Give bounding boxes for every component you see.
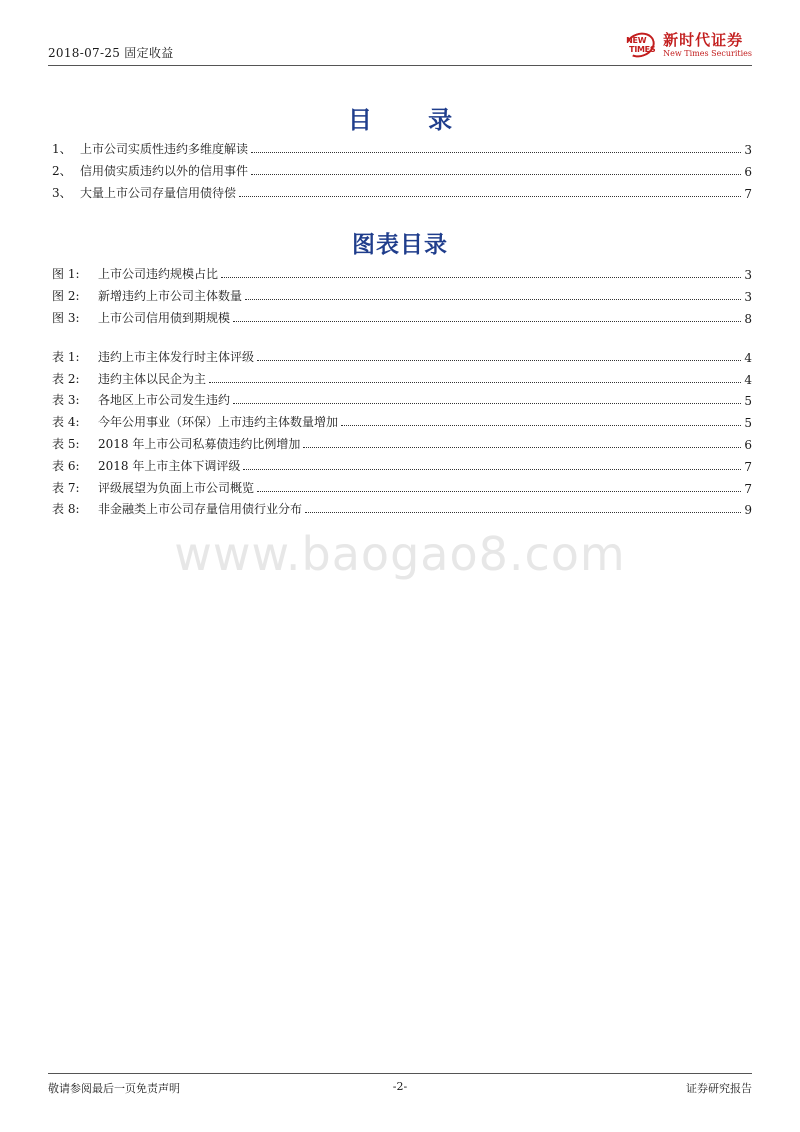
leader-dots — [239, 196, 741, 197]
leader-dots — [251, 152, 741, 153]
figure-entry-number: 图 3: — [52, 311, 80, 325]
table-entry-label: 2018 年上市主体下调评级 — [98, 459, 241, 473]
leader-dots — [251, 174, 741, 175]
leader-dots — [341, 425, 741, 426]
leader-dots — [233, 321, 741, 322]
toc-entry-label: 上市公司实质性违约多维度解读 — [80, 142, 249, 156]
table-entry-label: 各地区上市公司发生违约 — [98, 393, 231, 407]
figure-entry[interactable] — [52, 306, 752, 326]
figure-entry-page: 8 — [744, 312, 752, 326]
logo-name-en: New Times Securities — [663, 49, 752, 58]
figure-entry-page: 3 — [744, 290, 752, 304]
table-entry[interactable] — [52, 476, 752, 496]
footer-disclaimer: 敬请参阅最后一页免责声明 — [48, 1082, 180, 1095]
figure-entry-number: 图 2: — [52, 289, 80, 303]
table-entry[interactable] — [52, 454, 752, 474]
page-header — [48, 30, 752, 66]
table-entry[interactable] — [52, 345, 752, 365]
toc-entry-number: 3、 — [52, 186, 72, 200]
figure-entry-page: 3 — [744, 268, 752, 282]
table-entry-label: 今年公用事业（环保）上市违约主体数量增加 — [98, 415, 339, 429]
toc-entry[interactable] — [52, 137, 752, 157]
table-entry-label: 违约主体以民企为主 — [98, 372, 207, 386]
page-footer — [48, 1073, 752, 1097]
figure-entry-label: 上市公司信用债到期规模 — [98, 311, 231, 325]
table-entry-page: 4 — [744, 373, 752, 387]
table-entry-label: 评级展望为负面上市公司概览 — [98, 481, 255, 495]
table-entry-number: 表 6: — [52, 459, 80, 473]
table-entry-page: 7 — [744, 460, 752, 474]
toc-entry-label: 大量上市公司存量信用债待偿 — [80, 186, 237, 200]
toc-entry-number: 2、 — [52, 164, 72, 178]
table-entry-number: 表 3: — [52, 393, 80, 407]
leader-dots — [305, 512, 741, 513]
footer-report-type: 证券研究报告 — [686, 1082, 752, 1095]
table-entry-number: 表 2: — [52, 372, 80, 386]
toc-entry[interactable] — [52, 159, 752, 179]
leader-dots — [233, 403, 741, 404]
table-entry-label: 2018 年上市公司私募债违约比例增加 — [98, 437, 301, 451]
figure-entry-number: 图 1: — [52, 267, 80, 281]
toc-entry-number: 1、 — [52, 142, 72, 156]
table-entry-page: 4 — [744, 351, 752, 365]
table-entry-number: 表 1: — [52, 350, 80, 364]
table-entry-page: 9 — [744, 503, 752, 517]
leader-dots — [257, 491, 741, 492]
table-entry-number: 表 7: — [52, 481, 80, 495]
toc-entry-label: 信用债实质违约以外的信用事件 — [80, 164, 249, 178]
company-logo — [623, 30, 752, 60]
table-entry-label: 非金融类上市公司存量信用债行业分布 — [98, 502, 303, 516]
toc-entry[interactable] — [52, 181, 752, 201]
toc-title: 目 录 — [347, 106, 477, 134]
logo-swoosh-icon — [623, 30, 659, 60]
table-entry[interactable] — [52, 497, 752, 517]
table-entry-page: 7 — [744, 482, 752, 496]
figure-entry-label: 新增违约上市公司主体数量 — [98, 289, 243, 303]
logo-name-cn: 新时代证券 — [663, 31, 744, 49]
leader-dots — [303, 447, 741, 448]
leader-dots — [209, 382, 741, 383]
footer-page-number: -2- — [392, 1080, 408, 1093]
leader-dots — [243, 469, 741, 470]
table-entry-label: 违约上市主体发行时主体评级 — [98, 350, 255, 364]
logo-mark-bottom: TIMES — [629, 45, 656, 54]
watermark: www.baogao8.com — [174, 527, 626, 581]
table-entry[interactable] — [52, 410, 752, 430]
toc-entry-page: 6 — [744, 165, 752, 179]
table-entry-page: 6 — [744, 438, 752, 452]
figure-entry[interactable] — [52, 284, 752, 304]
figure-toc-title: 图表目录 — [352, 232, 448, 258]
table-entry[interactable] — [52, 367, 752, 387]
table-entry[interactable] — [52, 388, 752, 408]
toc-entry-page: 7 — [744, 187, 752, 201]
table-entry-number: 表 4: — [52, 415, 80, 429]
toc-entry-page: 3 — [744, 143, 752, 157]
header-date-category: 2018-07-25 固定收益 — [48, 46, 174, 60]
table-entry[interactable] — [52, 432, 752, 452]
figure-entry-label: 上市公司违约规模占比 — [98, 267, 219, 281]
table-entry-page: 5 — [744, 416, 752, 430]
figure-entry[interactable] — [52, 262, 752, 282]
leader-dots — [221, 277, 741, 278]
leader-dots — [245, 299, 741, 300]
leader-dots — [257, 360, 741, 361]
table-entry-page: 5 — [744, 394, 752, 408]
table-entry-number: 表 8: — [52, 502, 80, 516]
table-entry-number: 表 5: — [52, 437, 80, 451]
logo-mark-top: NEW — [626, 36, 647, 45]
